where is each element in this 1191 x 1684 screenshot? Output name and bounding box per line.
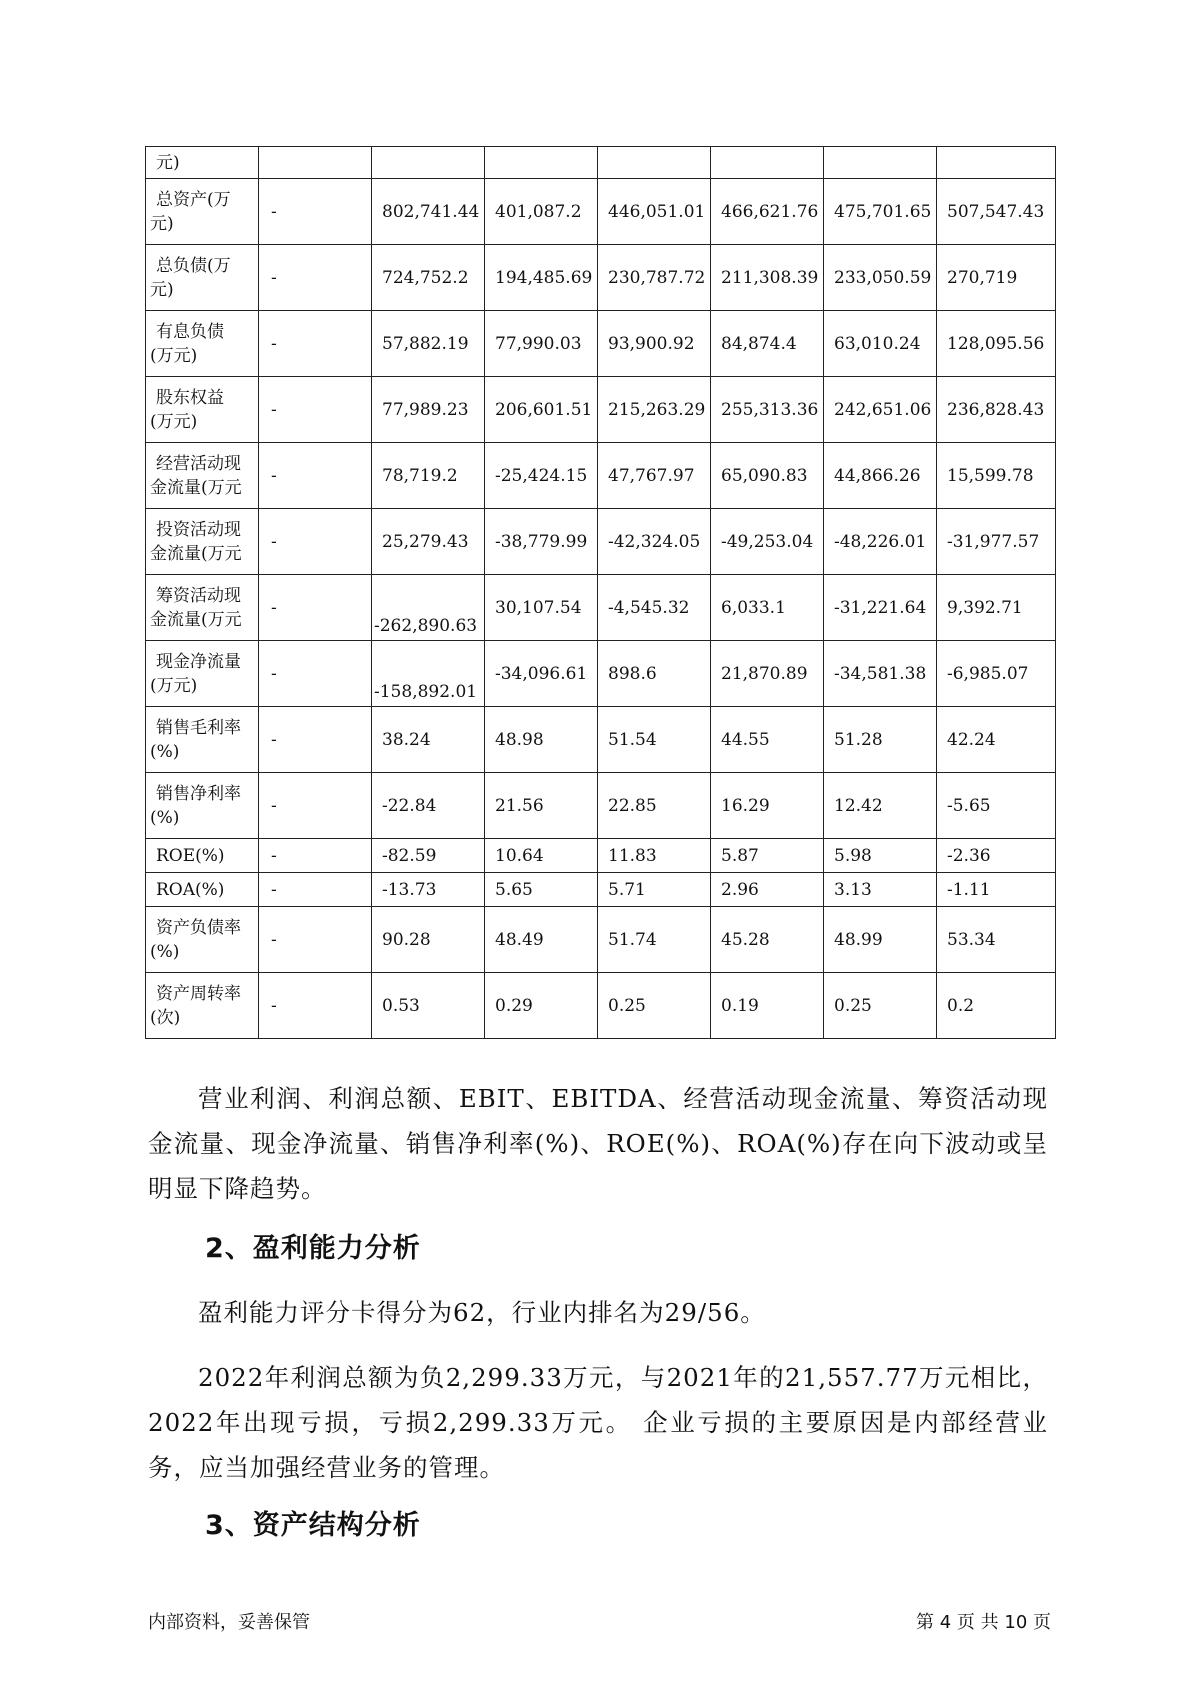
value-cell: -158,892.01 — [372, 641, 485, 707]
value-cell: -5.65 — [937, 773, 1056, 839]
table-row — [146, 147, 1056, 179]
value-cell: -48,226.01 — [824, 509, 937, 575]
trend-paragraph: 营业利润、利润总额、EBIT、EBITDA、经营活动现金流量、筹资活动现金流量、现金净流量、销售净利率(%)、ROE(%)、ROA(%)存在向下波动或呈明显下降趋势。 — [148, 1084, 1048, 1203]
row-label-line: 有息负债 — [156, 321, 224, 342]
table-row — [146, 839, 1056, 873]
row-label — [146, 443, 259, 509]
table-row — [146, 509, 1056, 575]
row-label-line: 股东权益 — [156, 387, 224, 408]
table-row — [146, 377, 1056, 443]
value-cell: 63,010.24 — [824, 311, 937, 377]
row-label-line: 经营活动现 — [156, 453, 241, 474]
row-label-line: (万元) — [150, 675, 198, 696]
value-cell: 5.98 — [824, 839, 937, 873]
row-label-line: 总负债(万 — [156, 255, 231, 276]
value-cell: 0.25 — [824, 973, 937, 1039]
value-cell: -1.11 — [937, 873, 1056, 907]
value-cell: 270,719 — [937, 245, 1056, 311]
row-label — [146, 773, 259, 839]
dash-cell: - — [259, 179, 372, 245]
row-label-line: 销售净利率 — [156, 783, 241, 804]
dash-cell: - — [259, 509, 372, 575]
row-label-line: 筹资活动现 — [156, 585, 241, 606]
value-cell: 242,651.06 — [824, 377, 937, 443]
table-row — [146, 443, 1056, 509]
row-label-line: 元) — [150, 279, 174, 300]
value-cell: -31,221.64 — [824, 575, 937, 641]
value-cell: 724,752.2 — [372, 245, 485, 311]
financial-indicators-table — [145, 146, 1056, 1039]
dash-cell: - — [259, 311, 372, 377]
row-label-line: 元) — [150, 213, 174, 234]
table-row — [146, 575, 1056, 641]
row-label — [146, 907, 259, 973]
dash-cell: - — [259, 907, 372, 973]
table-row — [146, 245, 1056, 311]
table-row — [146, 707, 1056, 773]
value-cell: 51.54 — [598, 707, 711, 773]
value-cell: 0.53 — [372, 973, 485, 1039]
value-cell: 65,090.83 — [711, 443, 824, 509]
value-cell: 44,866.26 — [824, 443, 937, 509]
value-cell: 30,107.54 — [485, 575, 598, 641]
value-cell: 401,087.2 — [485, 179, 598, 245]
table-row — [146, 311, 1056, 377]
dash-cell: - — [259, 245, 372, 311]
row-label-line: (%) — [150, 741, 180, 762]
value-cell: 57,882.19 — [372, 311, 485, 377]
row-label-line: (%) — [150, 807, 180, 828]
value-cell: 466,621.76 — [711, 179, 824, 245]
value-cell: 0.25 — [598, 973, 711, 1039]
row-label-line: 总资产(万 — [156, 189, 231, 210]
value-cell — [372, 147, 485, 179]
value-cell: 3.13 — [824, 873, 937, 907]
value-cell: 77,989.23 — [372, 377, 485, 443]
value-cell: 215,263.29 — [598, 377, 711, 443]
footer-page-number: 第 4 页 共 10 页 — [916, 1612, 1051, 1633]
value-cell: -22.84 — [372, 773, 485, 839]
value-cell: 53.34 — [937, 907, 1056, 973]
dash-cell: - — [259, 873, 372, 907]
row-label-line: ROA(%) — [156, 879, 225, 900]
value-cell: 47,767.97 — [598, 443, 711, 509]
value-cell: 206,601.51 — [485, 377, 598, 443]
value-cell: -31,977.57 — [937, 509, 1056, 575]
value-cell: 194,485.69 — [485, 245, 598, 311]
row-label — [146, 973, 259, 1039]
dash-cell: - — [259, 707, 372, 773]
value-cell: 16.29 — [711, 773, 824, 839]
value-cell: 77,990.03 — [485, 311, 598, 377]
value-cell: -25,424.15 — [485, 443, 598, 509]
row-label-line: 金流量(万元 — [150, 543, 242, 564]
value-cell: 507,547.43 — [937, 179, 1056, 245]
row-label — [146, 509, 259, 575]
value-cell: 44.55 — [711, 707, 824, 773]
row-label-line: (万元) — [150, 345, 198, 366]
row-label-line: 元) — [156, 152, 180, 173]
value-cell: 475,701.65 — [824, 179, 937, 245]
value-cell: 84,874.4 — [711, 311, 824, 377]
value-cell: 22.85 — [598, 773, 711, 839]
value-cell: -34,581.38 — [824, 641, 937, 707]
row-label-line: ROE(%) — [156, 845, 225, 866]
row-label-line: 资产周转率 — [156, 983, 241, 1004]
table-row — [146, 873, 1056, 907]
value-cell: 38.24 — [372, 707, 485, 773]
row-label-line: 金流量(万元 — [150, 477, 242, 498]
table-row — [146, 641, 1056, 707]
value-cell: 11.83 — [598, 839, 711, 873]
value-cell: -42,324.05 — [598, 509, 711, 575]
section-2-heading: 2、盈利能力分析 — [205, 1233, 421, 1264]
table-row — [146, 973, 1056, 1039]
value-cell — [485, 147, 598, 179]
row-label-line: (万元) — [150, 411, 198, 432]
profitability-score-paragraph: 盈利能力评分卡得分为62，行业内排名为29/56。 — [198, 1298, 766, 1327]
value-cell: 51.74 — [598, 907, 711, 973]
value-cell: 10.64 — [485, 839, 598, 873]
value-cell — [824, 147, 937, 179]
value-cell: -13.73 — [372, 873, 485, 907]
dash-cell: - — [259, 839, 372, 873]
value-cell: 898.6 — [598, 641, 711, 707]
row-label-line: 资产负债率 — [156, 917, 241, 938]
value-cell: -262,890.63 — [372, 575, 485, 641]
row-label-line: (%) — [150, 941, 180, 962]
section-3-heading: 3、资产结构分析 — [205, 1510, 421, 1541]
row-label — [146, 377, 259, 443]
value-cell: 230,787.72 — [598, 245, 711, 311]
value-cell: -4,545.32 — [598, 575, 711, 641]
value-cell: 236,828.43 — [937, 377, 1056, 443]
value-cell: 25,279.43 — [372, 509, 485, 575]
value-cell: 12.42 — [824, 773, 937, 839]
table-row — [146, 179, 1056, 245]
footer-confidential-note: 内部资料，妥善保管 — [148, 1612, 310, 1633]
value-cell: 0.2 — [937, 973, 1056, 1039]
value-cell: 21,870.89 — [711, 641, 824, 707]
value-cell: 2.96 — [711, 873, 824, 907]
value-cell: -2.36 — [937, 839, 1056, 873]
value-cell: 0.19 — [711, 973, 824, 1039]
value-cell: 51.28 — [824, 707, 937, 773]
value-cell: 5.71 — [598, 873, 711, 907]
value-cell: 211,308.39 — [711, 245, 824, 311]
value-cell: 42.24 — [937, 707, 1056, 773]
dash-cell: - — [259, 377, 372, 443]
value-cell: -49,253.04 — [711, 509, 824, 575]
dash-cell — [259, 147, 372, 179]
value-cell: 5.87 — [711, 839, 824, 873]
dash-cell: - — [259, 641, 372, 707]
row-label-line: 投资活动现 — [156, 519, 241, 540]
value-cell — [598, 147, 711, 179]
value-cell: 15,599.78 — [937, 443, 1056, 509]
dash-cell: - — [259, 773, 372, 839]
row-label-line: 现金净流量 — [156, 651, 241, 672]
row-label — [146, 311, 259, 377]
value-cell: 90.28 — [372, 907, 485, 973]
row-label — [146, 839, 259, 873]
dash-cell: - — [259, 575, 372, 641]
table-row — [146, 773, 1056, 839]
row-label — [146, 641, 259, 707]
profit-analysis-paragraph: 2022年利润总额为负2,299.33万元，与2021年的21,557.77万元相比，2022年出现亏损，亏损2,299.33万元。 企业亏损的主要原因是内部经营业务，应当加强经营业务的管理。 — [148, 1363, 1048, 1482]
value-cell: 233,050.59 — [824, 245, 937, 311]
value-cell: 9,392.71 — [937, 575, 1056, 641]
value-cell: 802,741.44 — [372, 179, 485, 245]
row-label — [146, 873, 259, 907]
dash-cell: - — [259, 973, 372, 1039]
row-label — [146, 245, 259, 311]
row-label-line: 金流量(万元 — [150, 609, 242, 630]
table-row — [146, 907, 1056, 973]
value-cell: 446,051.01 — [598, 179, 711, 245]
value-cell: -34,096.61 — [485, 641, 598, 707]
row-label-line: 销售毛利率 — [156, 717, 241, 738]
value-cell: 48.99 — [824, 907, 937, 973]
row-label — [146, 179, 259, 245]
value-cell — [711, 147, 824, 179]
row-label — [146, 575, 259, 641]
row-label-line: (次) — [150, 1007, 181, 1028]
value-cell: 6,033.1 — [711, 575, 824, 641]
value-cell: 255,313.36 — [711, 377, 824, 443]
value-cell: 93,900.92 — [598, 311, 711, 377]
value-cell: 0.29 — [485, 973, 598, 1039]
value-cell: 78,719.2 — [372, 443, 485, 509]
value-cell: 21.56 — [485, 773, 598, 839]
value-cell — [937, 147, 1056, 179]
value-cell: 48.98 — [485, 707, 598, 773]
dash-cell: - — [259, 443, 372, 509]
value-cell: 128,095.56 — [937, 311, 1056, 377]
value-cell: -6,985.07 — [937, 641, 1056, 707]
value-cell: -82.59 — [372, 839, 485, 873]
value-cell: 45.28 — [711, 907, 824, 973]
row-label — [146, 147, 259, 179]
row-label — [146, 707, 259, 773]
value-cell: -38,779.99 — [485, 509, 598, 575]
value-cell: 5.65 — [485, 873, 598, 907]
value-cell: 48.49 — [485, 907, 598, 973]
